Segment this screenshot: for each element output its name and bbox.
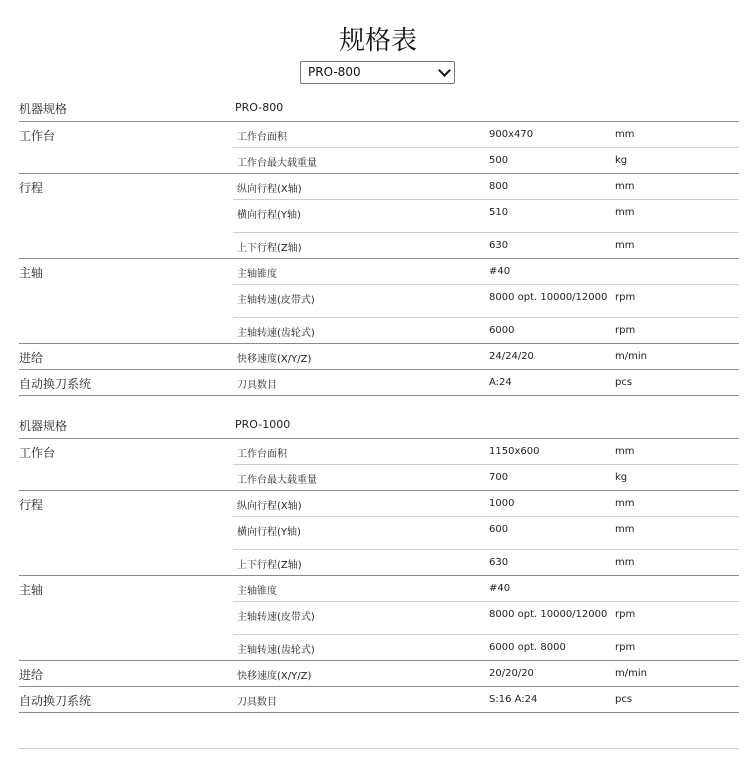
page-title: 规格表 [338, 26, 417, 56]
spec-item-name: 刀具数目 [237, 697, 277, 708]
spec-item-value: 6000 [489, 325, 515, 336]
spec-item-unit: mm [615, 557, 635, 568]
spec-item-unit: pcs [615, 377, 633, 388]
spec-item-value: 8000 opt. 10000/12000 [489, 609, 608, 620]
spec-header-model: PRO-800 [235, 101, 284, 114]
spec-item-unit: mm [615, 524, 635, 535]
spec-item-name: 上下行程(Z轴) [237, 243, 302, 254]
spec-item-name: 上下行程(Z轴) [237, 560, 302, 571]
section-end-divider [19, 712, 739, 713]
spec-item-name: 主轴转速(皮带式) [237, 295, 315, 306]
group-name: 行程 [19, 498, 44, 512]
group-divider [19, 686, 739, 687]
spec-item-unit: kg [615, 155, 628, 166]
group-divider [19, 575, 739, 576]
spec-item-value: 630 [489, 557, 509, 568]
row-divider [233, 549, 739, 550]
spec-item-unit: mm [615, 207, 635, 218]
spec-item-value: 500 [489, 155, 509, 166]
spec-item-value: 1150x600 [489, 446, 540, 457]
spec-item-name: 主轴锥度 [237, 269, 277, 280]
model-select[interactable] [300, 61, 455, 84]
spec-item-unit: mm [615, 498, 635, 509]
row-divider [233, 199, 739, 200]
group-divider [19, 258, 739, 259]
spec-item-unit: rpm [615, 292, 636, 303]
group-name: 主轴 [19, 266, 44, 280]
spec-item-value: 6000 opt. 8000 [489, 642, 566, 653]
spec-header-label: 机器规格 [19, 102, 68, 116]
spec-item-unit: mm [615, 446, 635, 457]
spec-item-value: 20/20/20 [489, 668, 534, 679]
spec-item-value: 600 [489, 524, 509, 535]
group-name: 工作台 [19, 129, 56, 143]
group-divider [19, 343, 739, 344]
spec-item-name: 主轴转速(齿轮式) [237, 645, 315, 656]
row-divider [233, 147, 739, 148]
row-divider [233, 284, 739, 285]
spec-header-model: PRO-1000 [235, 418, 291, 431]
group-name: 进给 [19, 668, 44, 682]
spec-header-label: 机器规格 [19, 419, 68, 433]
spec-item-name: 横向行程(Y轴) [237, 527, 301, 538]
spec-item-value: 800 [489, 181, 509, 192]
spec-item-unit: mm [615, 240, 635, 251]
group-name: 行程 [19, 181, 44, 195]
group-divider [19, 490, 739, 491]
spec-item-unit: rpm [615, 609, 636, 620]
group-divider [19, 173, 739, 174]
spec-item-value: 24/24/20 [489, 351, 534, 362]
group-divider [19, 121, 739, 122]
group-name: 主轴 [19, 583, 44, 597]
spec-item-name: 快移速度(X/Y/Z) [237, 671, 312, 682]
spec-item-value: 900x470 [489, 129, 534, 140]
spec-item-value: 1000 [489, 498, 515, 509]
row-divider [233, 516, 739, 517]
group-name: 自动换刀系统 [19, 377, 92, 391]
spec-item-name: 主轴锥度 [237, 586, 277, 597]
spec-item-name: 快移速度(X/Y/Z) [237, 354, 312, 365]
spec-item-name: 主轴转速(皮带式) [237, 612, 315, 623]
spec-item-name: 工作台最大载重量 [237, 475, 317, 486]
spec-item-value: 8000 opt. 10000/12000 [489, 292, 608, 303]
group-name: 自动换刀系统 [19, 694, 92, 708]
spec-item-value: 700 [489, 472, 509, 483]
row-divider [233, 232, 739, 233]
spec-item-value: #40 [489, 583, 511, 594]
spec-item-name: 工作台面积 [237, 449, 287, 460]
spec-item-unit: mm [615, 129, 635, 140]
spec-item-name: 工作台面积 [237, 132, 287, 143]
spec-item-value: 630 [489, 240, 509, 251]
row-divider [233, 464, 739, 465]
spec-item-name: 刀具数目 [237, 380, 277, 391]
spec-item-value: A:24 [489, 377, 512, 388]
row-divider [233, 317, 739, 318]
spec-item-value: #40 [489, 266, 511, 277]
group-name: 进给 [19, 351, 44, 365]
bottom-divider [19, 748, 739, 749]
spec-item-unit: mm [615, 181, 635, 192]
spec-item-name: 纵向行程(X轴) [237, 501, 302, 512]
spec-item-unit: m/min [615, 668, 647, 679]
group-divider [19, 369, 739, 370]
spec-item-unit: m/min [615, 351, 647, 362]
group-name: 工作台 [19, 446, 56, 460]
spec-item-name: 纵向行程(X轴) [237, 184, 302, 195]
spec-item-value: S:16 A:24 [489, 694, 538, 705]
group-divider [19, 438, 739, 439]
spec-item-unit: rpm [615, 325, 636, 336]
group-divider [19, 660, 739, 661]
spec-item-unit: pcs [615, 694, 633, 705]
spec-item-unit: kg [615, 472, 628, 483]
chevron-down-icon [438, 64, 451, 77]
spec-item-name: 横向行程(Y轴) [237, 210, 301, 221]
row-divider [233, 634, 739, 635]
section-end-divider [19, 395, 739, 396]
spec-item-unit: rpm [615, 642, 636, 653]
spec-item-value: 510 [489, 207, 509, 218]
model-select-value: PRO-800 [308, 65, 361, 79]
spec-item-name: 主轴转速(齿轮式) [237, 328, 315, 339]
spec-item-name: 工作台最大载重量 [237, 158, 317, 169]
row-divider [233, 601, 739, 602]
